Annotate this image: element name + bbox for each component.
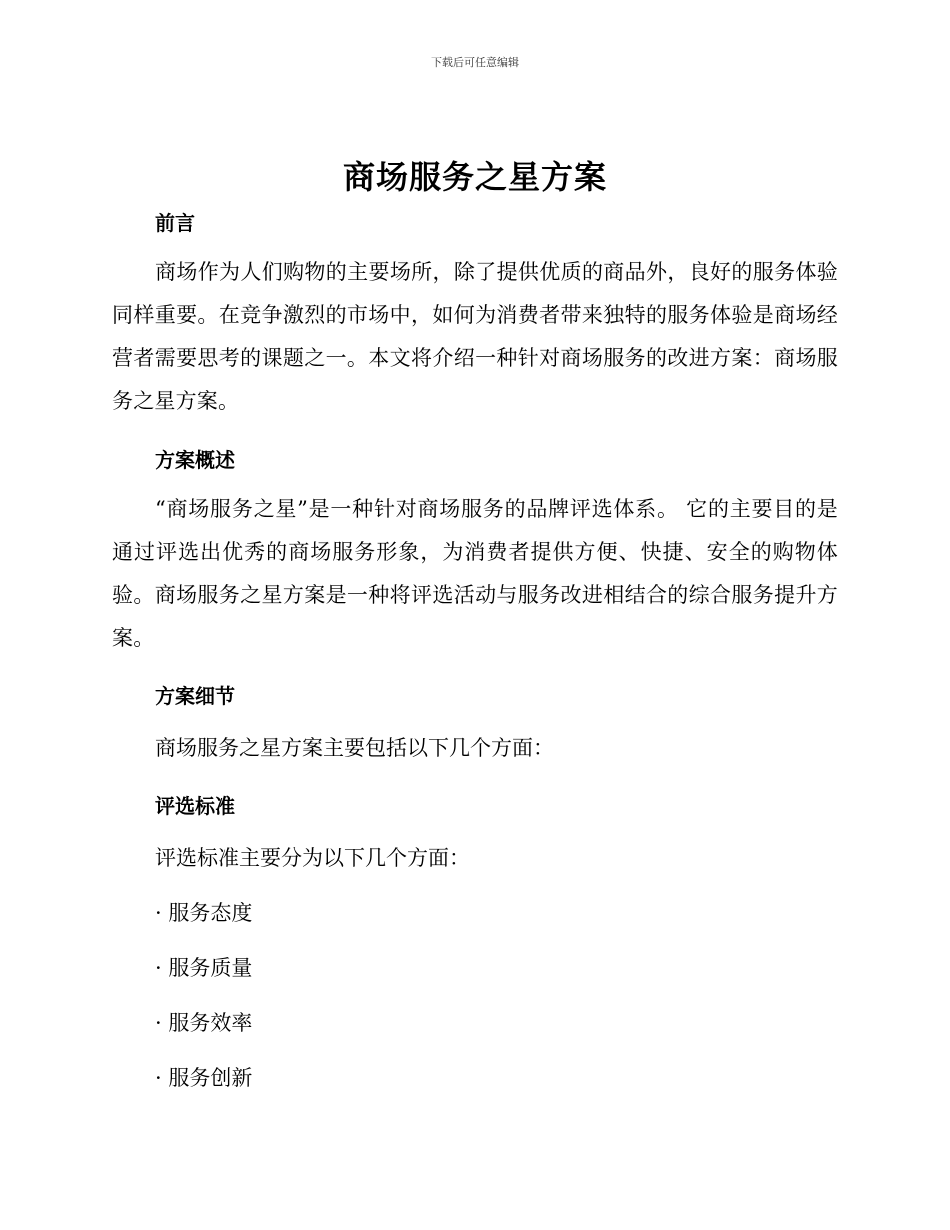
section-heading-details: 方案细节 xyxy=(155,684,235,708)
details-intro-text: 商场服务之星方案主要包括以下几个方面： xyxy=(155,736,554,760)
list-item: · 服务效率 xyxy=(155,1011,253,1035)
section-heading-overview: 方案概述 xyxy=(155,448,235,472)
section-heading-preface: 前言 xyxy=(155,211,195,235)
page-header-note: 下载后可任意编辑 xyxy=(431,56,519,69)
document-title: 商场服务之星方案 xyxy=(342,158,607,196)
list-item: · 服务创新 xyxy=(155,1066,253,1090)
section-heading-criteria: 评选标准 xyxy=(155,794,235,818)
overview-paragraph: “商场服务之星”是一种针对商场服务的品牌评选体系。 它的主要目的是通过评选出优秀的商场服务形象，为消费者提供方便、快捷、安全的购物体验。商场服务之星方案是一种将评选活动与服务改进相结合的综合服务提升方案。 xyxy=(112,497,838,650)
criteria-intro-text: 评选标准主要分为以下几个方面： xyxy=(155,846,470,870)
list-item: · 服务态度 xyxy=(155,901,253,925)
list-item: · 服务质量 xyxy=(155,956,253,980)
preface-paragraph: 商场作为人们购物的主要场所，除了提供优质的商品外，良好的服务体验同样重要。在竞争激烈的市场中，如何为消费者带来独特的服务体验是商场经营者需要思考的课题之一。本文将介绍一种针对商场服务的改进方案：商场服务之星方案。 xyxy=(112,260,838,413)
